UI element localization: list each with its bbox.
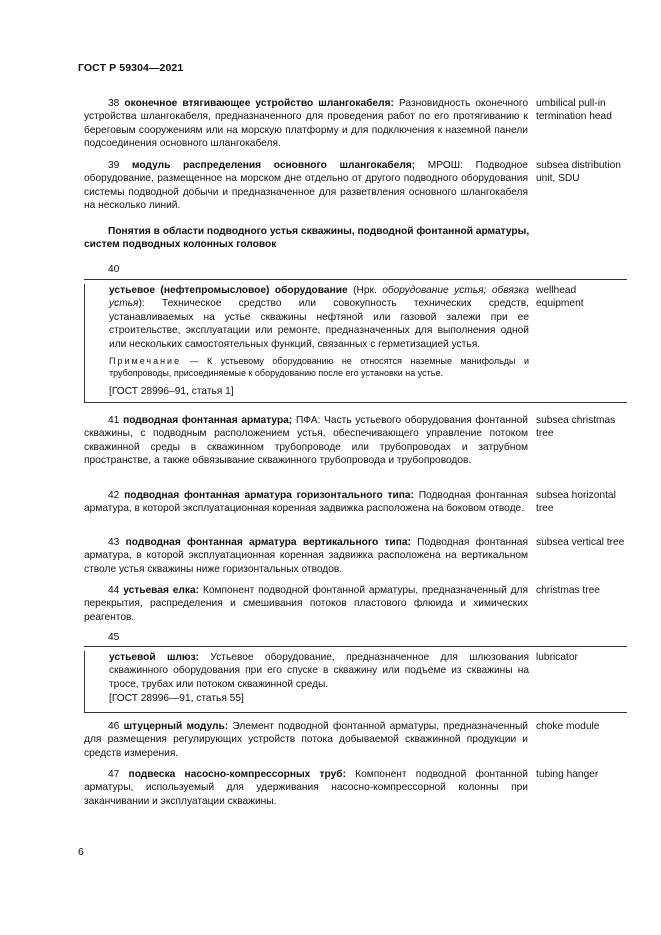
english-equivalent-42: subsea horizontal tree <box>536 490 616 515</box>
term-entry-41: 41 подводная фонтанная арматура; ПФА: Часть устьевого оборудования фонтанной скважины, с подводным расположением устья, обеспечивающего управление потоком скважинной среды в скважинном трубопроводе или трубопроводах и затрубном пространстве, а также обвязывание скважинного трубопровода и трубопроводов. <box>84 415 529 467</box>
term-name: подводная фонтанная арматура горизонтального типа: <box>124 490 414 501</box>
term-name: модуль распределения основного шлангокабеля; <box>132 160 416 171</box>
term-name: устьевой шлюз: <box>109 652 200 663</box>
english-equivalent-40: wellhead equipment <box>536 285 584 310</box>
term-entry-46: 46 штуцерный модуль: Элемент подводной фонтанной арматуры, предназначенный для размещения регулирующих устройств потока добываемой скважинной продукции и средств измерения. <box>84 721 528 759</box>
term-definition: Элемент подводной фонтанной арматуры, предназначенный для размещения регулирующих устройств потока добываемой скважинной продукции и средств измерения. <box>84 721 528 759</box>
term-definition: Подводная фонтанная арматура, в которой эксплуатационная коренная задвижка расположена на боковом отводе. <box>84 490 528 515</box>
term-note-40: Примечание — К устьевому оборудованию не относятся наземные манифольды и трубопроводы, присоединяемые к оборудованию после его установки на устье. <box>109 356 529 379</box>
english-equivalent-47: tubing hanger <box>536 769 599 780</box>
term-entry-47: 47 подвеска насосно-компрессорных труб: Компонент подводной фонтанной арматуры, используемый для удерживания насосно-компрессорной колонны при заканчивании и эксплуатации скважины. <box>84 769 528 807</box>
term-number-45: 45 <box>108 632 120 643</box>
source-reference-40: [ГОСТ 28996–91, статья 1] <box>109 386 234 398</box>
english-equivalent-38: umbilical pull-in termination head <box>536 98 612 123</box>
term-name: подводная фонтанная арматура; <box>123 415 293 426</box>
term-alternative: оборудование устья; обвязка устья <box>109 285 529 310</box>
source-reference-45: [ГОСТ 28996—91, статья 55] <box>109 693 244 705</box>
term-definition: Компонент подводной фонтанной арматуры, предназначенный для перекрытия, распределения и смешивания потоков пластового флюида и химических реагентов. <box>84 585 529 623</box>
english-equivalent-46: choke module <box>536 721 600 732</box>
section-title: Понятия в области подводного устья скважины, подводной фонтанной арматуры, систем подводных колонных головок <box>84 226 530 251</box>
english-equivalent-39: subsea distribution unit, SDU <box>536 160 621 185</box>
term-entry-38: 38 оконечное втягивающее устройство шлангокабеля: Разновидность оконечного устройства шлангокабеля, предназначенного для проведения работ по его протягиванию к береговым сооружениям или на морскую платформу и для подключения к наземной панели подсоединения основного шлангокабеля. <box>84 98 528 150</box>
note-label: Примечание <box>109 356 182 367</box>
term-definition: Компонент подводной фонтанной арматуры, используемый для удерживания насосно-компрессорной колонны при заканчивании и эксплуатации скважины. <box>84 769 528 807</box>
english-equivalent-44: christmas tree <box>536 585 600 596</box>
term-box-40 <box>84 279 627 403</box>
term-number-40: 40 <box>108 264 120 275</box>
term-entry-45 <box>109 651 529 691</box>
term-definition: Устьевое оборудование, предназначенное для шлюзования скважинного оборудования при его спуске в скважину или подъеме из скважины на тросе, трубах или потоком скважинной среды. <box>109 652 530 690</box>
english-equivalent-41: subsea christmas tree <box>536 415 616 440</box>
term-name: устьевая елка: <box>123 585 200 596</box>
term-definition: ПФА: Часть устьевого оборудования фонтанной скважины, с подводным расположением устья, обеспечивающего управление потоком скважинной среды в скважинном трубопроводе или трубопроводах и затрубном пространстве, а также обвязывание скважинного трубопровода и трубопроводов. <box>84 415 529 467</box>
term-entry-43: 43 подводная фонтанная арматура вертикального типа: Подводная фонтанная арматура, в которой эксплуатационная коренная задвижка расположена на вертикальном стволе устья скважины ниже горизонтальных отводов. <box>84 537 528 575</box>
term-definition: МРОШ: Подводное оборудование, размещенное на морском дне отдельно от другого подводного оборудования системы подводной добычи и предназначенное для разветвления основного шлангокабеля на несколько линий. <box>84 160 528 212</box>
term-name: устьевое (нефтепромысловое) оборудование <box>109 285 348 296</box>
term-definition: ): Техническое средство или совокупность технических средств, устанавливаемых на устье скважины нефтяной или газовой залежи при ее строительстве, эксплуатации или ремонте, предназначенных для выполнения одной или нескольких самостоятельных функций, связанных с герметизацией устья. <box>109 298 529 350</box>
page-number: 6 <box>78 846 84 858</box>
english-equivalent-43: subsea vertical tree <box>536 537 625 548</box>
term-definition: Разновидность оконечного устройства шлангокабеля, предназначенного для проведения работ по его протягиванию к береговым сооружениям или на морскую платформу и для подключения к наземной панели подсоединения основного шлангокабеля. <box>84 98 528 150</box>
term-entry-39: 39 модуль распределения основного шлангокабеля; МРОШ: Подводное оборудование, размещенное на морском дне отдельно от другого подводного оборудования системы подводной добычи и предназначенное для разветвления основного шлангокабеля на несколько линий. <box>84 160 528 212</box>
term-name: подводная фонтанная арматура вертикального типа: <box>125 537 411 548</box>
english-equivalent-45: lubricator <box>536 652 578 663</box>
term-definition: Подводная фонтанная арматура, в которой эксплуатационная коренная задвижка расположена на вертикальном стволе устья скважины ниже горизонтальных отводов. <box>84 537 528 575</box>
term-entry-44: 44 устьевая елка: Компонент подводной фонтанной арматуры, предназначенный для перекрытия, распределения и смешивания потоков пластового флюида и химических реагентов. <box>84 585 529 623</box>
term-entry-40: устьевое (нефтепромысловое) оборудование (Нрк. оборудование устья; обвязка устья): Техническое средство или совокупность технических средств, устанавливаемых на устье скважины нефтяной или газовой залежи при ее строительстве, эксплуатации или ремонте, предназначенных для выполнения одной или нескольких самостоятельных функций, связанных с герметизацией устья. <box>109 285 529 350</box>
term-name: штуцерный модуль: <box>123 721 229 732</box>
document-header: ГОСТ Р 59304—2021 <box>78 62 184 74</box>
term-name: подвеска насосно-компрессорных труб: <box>128 769 346 780</box>
term-name: оконечное втягивающее устройство шлангокабеля: <box>124 98 394 109</box>
term-entry-42: 42 подводная фонтанная арматура горизонтального типа: Подводная фонтанная арматура, в которой эксплуатационная коренная задвижка расположена на боковом отводе. <box>84 490 528 515</box>
term-box-45 <box>84 646 627 713</box>
